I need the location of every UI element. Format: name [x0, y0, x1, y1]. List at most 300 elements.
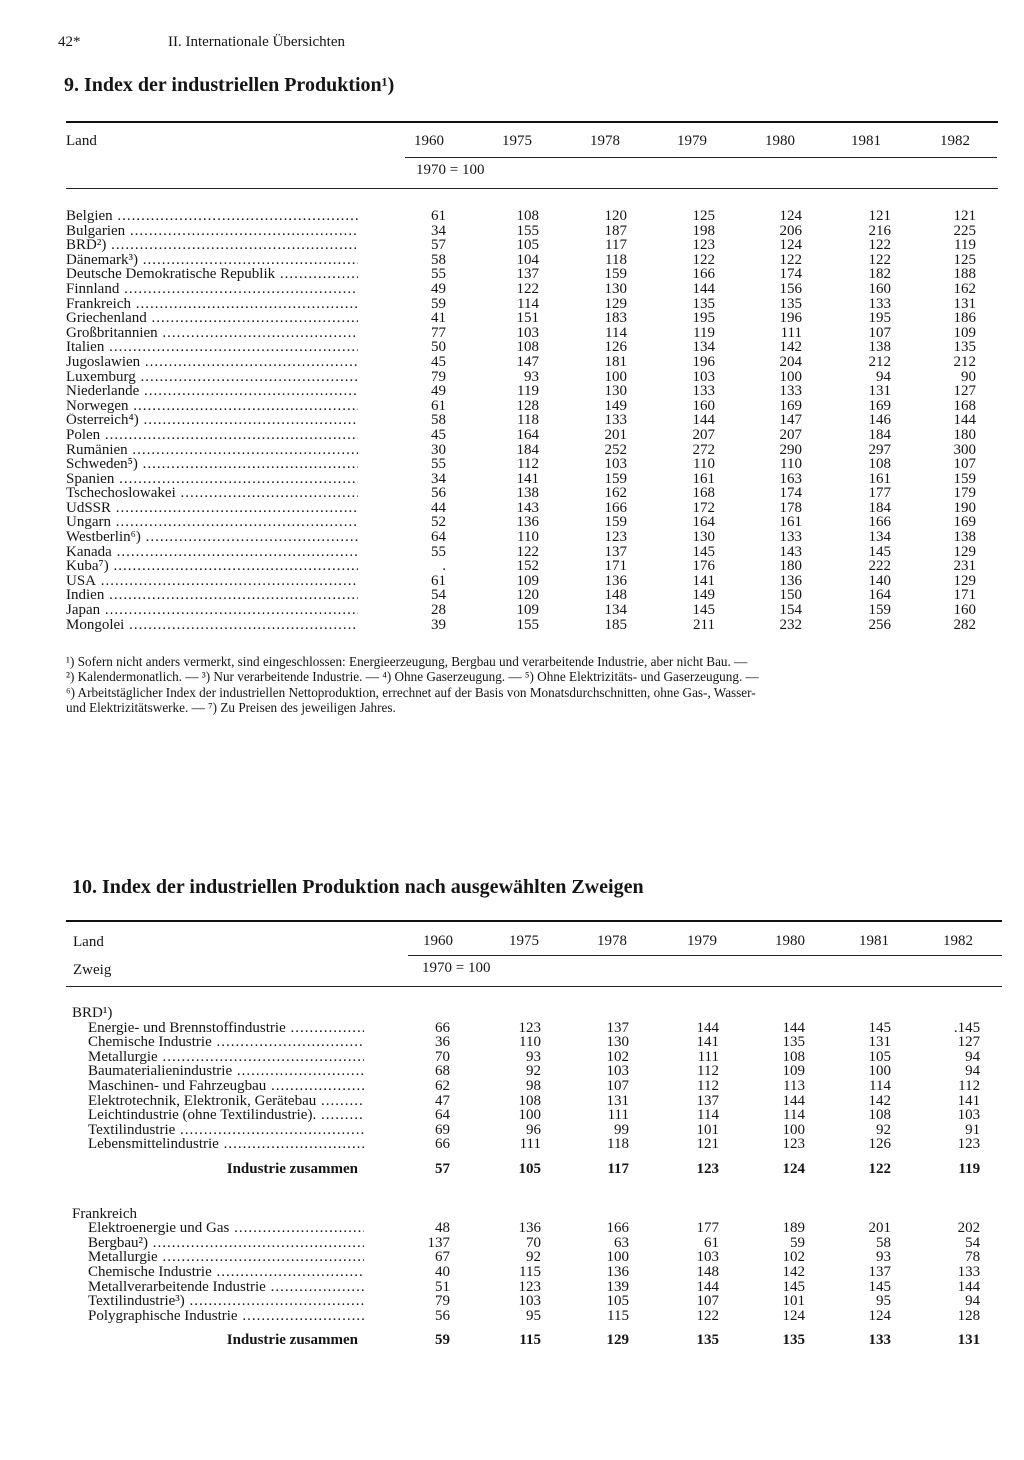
value-cell-1982: 282: [953, 617, 976, 633]
total-label: Industrie zusammen: [226, 1333, 358, 1348]
value-cell-1975: 103: [518, 1294, 541, 1309]
value-cell-1981: 201: [868, 1221, 891, 1236]
value-cell-1980: 180: [779, 559, 802, 574]
table-row: [66, 311, 976, 326]
value-cell-1980: 135: [779, 296, 802, 312]
value-cell-1978: 99: [614, 1122, 629, 1138]
year-header-1980: 1980: [765, 133, 795, 149]
value-cell-1978: 185: [604, 617, 627, 633]
branch-cell: [72, 1021, 364, 1036]
total-value-1980: 135: [782, 1333, 805, 1348]
value-cell-1979: 141: [692, 573, 715, 589]
country-label: Kanada .....: [66, 545, 358, 560]
value-cell-1980: 147: [779, 413, 802, 428]
value-cell-1978: 181: [604, 354, 627, 370]
table9-top-rule: [66, 121, 998, 123]
branch-cell: [72, 1250, 364, 1265]
value-cell-1981: 182: [868, 267, 891, 282]
value-cell-1981: 166: [868, 515, 891, 531]
value-cell-1981: 122: [868, 252, 891, 268]
spacer-cell: [72, 1177, 980, 1207]
value-cell-1975: 122: [516, 544, 539, 560]
value-cell-1981: 100: [868, 1064, 891, 1079]
value-cell-1980: 145: [782, 1279, 805, 1295]
country-label: Bulgarien .....: [66, 224, 358, 239]
table-row: [72, 1021, 980, 1036]
value-cell-1980: 133: [779, 384, 802, 399]
value-cell-1979: 168: [692, 486, 715, 501]
value-cell-1960: 67: [435, 1250, 450, 1265]
value-cell-1980: 174: [779, 267, 802, 282]
country-cell: [66, 618, 358, 633]
value-cell-1980: 204: [779, 354, 802, 370]
table10-header-rule: [66, 986, 1002, 987]
value-cell-1975: 92: [526, 1250, 541, 1265]
country-label: Jugoslawien .....: [66, 355, 358, 370]
value-cell-1982: 107: [953, 457, 976, 472]
value-cell-1980: 154: [779, 603, 802, 618]
value-cell-1981: 134: [868, 530, 891, 545]
total-row: [72, 1162, 980, 1177]
value-cell-1978: 100: [604, 369, 627, 385]
value-cell-1982: 129: [953, 544, 976, 560]
value-cell-1980: 161: [779, 515, 802, 531]
value-cell-1979: 125: [692, 209, 715, 224]
value-cell-1975: 122: [516, 281, 539, 297]
value-cell-1978: 107: [606, 1078, 629, 1094]
country-label: Dänemark³) .....: [66, 253, 358, 268]
value-cell-1979: 272: [692, 442, 715, 458]
value-cell-1975: 123: [518, 1279, 541, 1295]
value-cell-1978: 100: [606, 1250, 629, 1265]
group-name: Frankreich: [72, 1206, 137, 1222]
value-cell-1981: 105: [868, 1049, 891, 1065]
value-cell-1960: 70: [435, 1049, 450, 1065]
value-cell-1975: 114: [517, 296, 539, 312]
country-cell: [66, 355, 358, 370]
value-cell-1975: 155: [516, 617, 539, 633]
branch-cell: [72, 1265, 364, 1280]
value-cell-1979: 122: [692, 252, 715, 268]
value-cell-1960: 49: [431, 384, 446, 399]
table-row: [66, 588, 976, 603]
value-cell-1981: 94: [876, 369, 891, 385]
country-label: Österreich⁴) .....: [66, 413, 358, 428]
value-cell-1980: 144: [782, 1020, 805, 1036]
value-cell-1975: 108: [516, 209, 539, 224]
table-row: [66, 370, 976, 385]
value-cell-1975: 105: [516, 238, 539, 253]
value-cell-1960: 45: [431, 354, 446, 370]
value-cell-1981: 184: [868, 427, 891, 443]
country-cell: [66, 340, 358, 355]
section-title: II. Internationale Übersichten: [168, 34, 346, 50]
value-cell-1960: 64: [435, 1108, 450, 1123]
total-value-1975: 105: [518, 1161, 541, 1177]
value-cell-1980: 59: [790, 1235, 805, 1251]
value-cell-1978: 159: [604, 267, 627, 282]
value-cell-1981: 222: [868, 559, 891, 574]
footnote-line: und Elektrizitätswerke. — ⁷) Zu Preisen des jeweiligen Jahres.: [66, 700, 396, 716]
value-cell-1980: 113: [783, 1078, 805, 1094]
value-cell-1982: 144: [957, 1279, 981, 1295]
page-number: 42*: [58, 34, 81, 50]
value-cell-1960: 48: [435, 1221, 450, 1236]
value-cell-1960: 49: [431, 281, 446, 297]
value-cell-1979: 103: [696, 1250, 719, 1265]
branch-label: Metallurgie .....: [88, 1250, 364, 1265]
value-cell-1978: 130: [604, 281, 627, 297]
country-label: UdSSR .....: [66, 501, 358, 516]
value-cell-1980: 100: [782, 1122, 805, 1138]
value-cell-1982: 127: [953, 384, 976, 399]
branch-label: Chemische Industrie .....: [88, 1265, 364, 1280]
value-cell-1960: 34: [431, 223, 446, 239]
value-cell-1981: 184: [868, 500, 891, 516]
value-cell-1979: 144: [696, 1279, 719, 1295]
table-row: [72, 1221, 980, 1236]
value-cell-1960: 44: [431, 500, 446, 516]
value-cell-1960: .: [442, 559, 446, 574]
value-cell-1960: 51: [435, 1279, 450, 1295]
value-cell-1981: 137: [868, 1264, 891, 1280]
value-cell-1975: 128: [516, 398, 539, 414]
value-cell-1981: 58: [876, 1235, 891, 1251]
year-header-1975: 1975: [502, 133, 532, 149]
value-cell-1980: 108: [782, 1049, 805, 1065]
country-cell: [66, 457, 358, 472]
value-cell-1980: 169: [779, 398, 802, 414]
branch-label: Textilindustrie³) .....: [88, 1294, 364, 1309]
total-value-1975: 115: [519, 1333, 541, 1348]
value-cell-1979: 144: [692, 413, 715, 428]
value-cell-1979: 211: [693, 617, 715, 633]
value-cell-1980: 124: [779, 209, 802, 224]
year-header-1979: 1979: [687, 933, 717, 949]
value-cell-1982: 202: [957, 1221, 981, 1236]
value-cell-1980: 178: [779, 500, 802, 516]
value-cell-1978: 102: [606, 1049, 629, 1065]
value-cell-1975: 104: [516, 252, 539, 268]
value-cell-1960: 56: [431, 486, 446, 501]
value-cell-1980: 111: [780, 325, 802, 341]
value-cell-1981: 131: [868, 384, 891, 399]
value-cell-1980: 122: [779, 252, 802, 268]
value-cell-1960: 68: [435, 1064, 450, 1079]
table9-col-label: Land: [66, 133, 97, 149]
value-cell-1978: 252: [604, 442, 627, 458]
value-cell-1981: 142: [868, 1093, 891, 1109]
total-value-1980: 124: [782, 1161, 805, 1177]
country-cell: [66, 588, 358, 603]
table-row: [66, 603, 976, 618]
value-cell-1982: 54: [965, 1235, 981, 1251]
value-cell-1975: 95: [526, 1308, 541, 1324]
country-cell: [66, 238, 358, 253]
value-cell-1975: 96: [526, 1122, 541, 1138]
year-header-1960: 1960: [423, 933, 453, 949]
branch-cell: [72, 1108, 364, 1123]
table-row: [72, 1280, 980, 1295]
total-value-1960: 59: [435, 1333, 450, 1348]
value-cell-1960: 55: [431, 267, 446, 282]
value-cell-1979: 166: [692, 267, 715, 282]
value-cell-1979: 196: [692, 354, 715, 370]
value-cell-1960: 61: [431, 209, 446, 224]
year-header-1978: 1978: [597, 933, 627, 949]
value-cell-1979: 130: [692, 530, 715, 545]
value-cell-1980: 143: [779, 544, 802, 560]
country-cell: [66, 472, 358, 487]
value-cell-1982: 119: [954, 238, 976, 253]
value-cell-1980: 206: [779, 223, 802, 239]
country-cell: [66, 282, 358, 297]
table-row: [66, 209, 976, 224]
country-label: Niederlande .....: [66, 384, 358, 399]
value-cell-1981: 145: [868, 1020, 891, 1036]
table-row: [72, 1050, 980, 1065]
table-row: [66, 282, 976, 297]
branch-label: Elektroenergie und Gas .....: [88, 1221, 364, 1236]
group-header-row: [72, 1207, 980, 1222]
value-cell-1960: 69: [435, 1122, 450, 1138]
value-cell-1979: 121: [696, 1137, 719, 1152]
value-cell-1979: 145: [692, 603, 715, 618]
value-cell-1982: 188: [953, 267, 976, 282]
value-cell-1980: 101: [782, 1294, 805, 1309]
value-cell-1982: .145: [953, 1020, 981, 1036]
value-cell-1981: 146: [868, 413, 891, 428]
value-cell-1981: 138: [868, 340, 891, 355]
value-cell-1978: 118: [605, 252, 627, 268]
value-cell-1980: 174: [779, 486, 802, 501]
value-cell-1978: 115: [607, 1308, 629, 1324]
country-cell: [66, 370, 358, 385]
value-cell-1982: 94: [965, 1049, 981, 1065]
branch-label: Baumaterialienindustrie .....: [88, 1064, 364, 1079]
country-label: Großbritannien .....: [66, 326, 358, 341]
value-cell-1981: 95: [876, 1294, 891, 1309]
table-row: [72, 1294, 980, 1309]
value-cell-1979: 134: [692, 340, 715, 355]
value-cell-1981: 122: [868, 238, 891, 253]
value-cell-1978: 136: [604, 573, 627, 589]
value-cell-1981: 177: [868, 486, 891, 501]
value-cell-1982: 112: [958, 1078, 981, 1094]
value-cell-1982: 123: [957, 1137, 981, 1152]
table-row: [66, 238, 976, 253]
country-label: BRD²) .....: [66, 238, 358, 253]
country-cell: [66, 486, 358, 501]
branch-cell: [72, 1035, 364, 1050]
branch-label: Chemische Industrie .....: [88, 1035, 364, 1050]
value-cell-1982: 129: [953, 573, 976, 589]
value-cell-1975: 184: [516, 442, 539, 458]
year-header-1981: 1981: [851, 133, 881, 149]
value-cell-1979: 103: [692, 369, 715, 385]
table-row: [72, 1079, 980, 1094]
value-cell-1981: 145: [868, 544, 891, 560]
country-cell: [66, 515, 358, 530]
value-cell-1975: 112: [517, 457, 539, 472]
table9-mid-rule: [405, 157, 997, 158]
country-cell: [66, 443, 358, 458]
value-cell-1982: 159: [953, 471, 976, 487]
table-row: [66, 326, 976, 341]
year-header-1975: 1975: [509, 933, 539, 949]
value-cell-1982: 144: [953, 413, 976, 428]
country-label: Luxemburg .....: [66, 370, 358, 385]
value-cell-1979: 112: [697, 1064, 719, 1079]
country-label: Indien .....: [66, 588, 358, 603]
country-cell: [66, 311, 358, 326]
value-cell-1981: 160: [868, 281, 891, 297]
footnote-line: ²) Kalendermonatlich. — ³) Nur verarbeitende Industrie. — ⁴) Ohne Gaserzeugung. — ⁵) Ohne Elektrizitäts- und Gaserzeugung. —: [66, 669, 759, 685]
gap-cell: [72, 1323, 980, 1333]
value-cell-1980: 142: [779, 340, 802, 355]
country-cell: [66, 501, 358, 516]
value-cell-1980: 124: [779, 238, 802, 253]
value-cell-1981: 169: [868, 398, 891, 414]
value-cell-1981: 159: [868, 603, 891, 618]
country-label: USA .....: [66, 574, 358, 589]
value-cell-1981: 108: [868, 457, 891, 472]
value-cell-1979: 110: [693, 457, 715, 472]
value-cell-1960: 54: [431, 588, 446, 604]
value-cell-1982: 121: [953, 209, 976, 224]
country-label: Griechenland .....: [66, 311, 358, 326]
table-row: [66, 384, 976, 399]
value-cell-1979: 164: [692, 515, 715, 531]
value-cell-1960: 40: [435, 1264, 450, 1280]
table10-title: 10. Index der industriellen Produktion nach ausgewählten Zweigen: [72, 876, 644, 898]
value-cell-1982: 168: [953, 398, 976, 414]
value-cell-1978: 63: [614, 1235, 629, 1251]
table-row: [66, 457, 976, 472]
country-cell: [66, 574, 358, 589]
value-cell-1979: 135: [692, 296, 715, 312]
value-cell-1981: 297: [868, 442, 891, 458]
value-cell-1981: 161: [868, 471, 891, 487]
value-cell-1980: 123: [782, 1137, 805, 1152]
value-cell-1960: 47: [435, 1093, 450, 1109]
value-cell-1982: 131: [953, 296, 976, 312]
value-cell-1978: 136: [606, 1264, 629, 1280]
value-cell-1960: 30: [431, 442, 446, 458]
country-cell: [66, 530, 358, 545]
value-cell-1980: 114: [783, 1108, 805, 1123]
value-cell-1978: 126: [604, 340, 627, 355]
branch-cell: [72, 1123, 364, 1138]
value-cell-1960: 79: [431, 369, 446, 385]
value-cell-1980: 100: [779, 369, 802, 385]
value-cell-1975: 147: [516, 354, 539, 370]
value-cell-1978: 120: [604, 209, 627, 224]
value-cell-1960: 55: [431, 457, 446, 472]
value-cell-1975: 109: [516, 573, 539, 589]
value-cell-1978: 166: [604, 500, 627, 516]
value-cell-1979: 119: [693, 325, 715, 341]
total-value-1979: 135: [696, 1333, 719, 1348]
value-cell-1960: 66: [435, 1137, 450, 1152]
table10-base-label: 1970 = 100: [422, 960, 491, 976]
value-cell-1978: 123: [604, 530, 627, 545]
value-cell-1980: 150: [779, 588, 802, 604]
value-cell-1981: 212: [868, 354, 891, 370]
value-cell-1982: 169: [953, 515, 976, 531]
value-cell-1960: 66: [435, 1020, 450, 1036]
total-value-1981: 133: [868, 1333, 891, 1348]
branch-label: Bergbau²) .....: [88, 1236, 364, 1251]
value-cell-1979: 133: [692, 384, 715, 399]
value-cell-1975: 70: [526, 1235, 541, 1251]
value-cell-1978: 103: [604, 457, 627, 472]
branch-cell: [72, 1137, 364, 1152]
value-cell-1975: 137: [516, 267, 539, 282]
value-cell-1978: 131: [606, 1093, 629, 1109]
country-label: Norwegen .....: [66, 399, 358, 414]
total-value-1979: 123: [696, 1161, 719, 1177]
value-cell-1980: 110: [780, 457, 802, 472]
branch-cell: [72, 1236, 364, 1251]
value-cell-1978: 159: [604, 471, 627, 487]
value-cell-1960: 61: [431, 573, 446, 589]
branch-cell: [72, 1079, 364, 1094]
table-row: [66, 501, 976, 516]
value-cell-1981: 121: [868, 209, 891, 224]
value-cell-1975: 151: [516, 311, 539, 326]
branch-label: Elektrotechnik, Elektronik, Gerätebau .....: [88, 1094, 364, 1109]
value-cell-1979: 137: [696, 1093, 719, 1109]
table-row: [66, 559, 976, 574]
total-value-1978: 117: [607, 1161, 629, 1177]
country-label: Westberlin⁶) .....: [66, 530, 358, 545]
table-row: [66, 253, 976, 268]
branch-label: Leichtindustrie (ohne Textilindustrie). .....: [88, 1108, 364, 1123]
country-cell: [66, 399, 358, 414]
value-cell-1981: 126: [868, 1137, 891, 1152]
value-cell-1978: 130: [604, 384, 627, 399]
table-row: [72, 1123, 980, 1138]
table-row: [72, 1108, 980, 1123]
value-cell-1960: 34: [431, 471, 446, 487]
value-cell-1980: 290: [779, 442, 802, 458]
value-cell-1981: 216: [868, 223, 891, 239]
branch-label: Textilindustrie .....: [88, 1123, 364, 1138]
value-cell-1960: 45: [431, 427, 446, 443]
country-label: Mongolei .....: [66, 618, 358, 633]
country-label: Kuba⁷) .....: [66, 559, 358, 574]
group-name: BRD¹): [72, 1006, 113, 1021]
value-cell-1978: 103: [606, 1064, 629, 1079]
table10-top-rule: [66, 920, 1002, 922]
value-cell-1981: 164: [868, 588, 891, 604]
value-cell-1981: 133: [868, 296, 891, 312]
value-cell-1981: 256: [868, 617, 891, 633]
value-cell-1982: 300: [953, 442, 976, 458]
value-cell-1975: 115: [519, 1264, 541, 1280]
value-cell-1982: 90: [961, 369, 976, 385]
total-value-1982: 119: [958, 1161, 981, 1177]
value-cell-1982: 190: [953, 500, 976, 516]
country-cell: [66, 326, 358, 341]
value-cell-1982: 138: [953, 530, 976, 545]
value-cell-1982: 109: [953, 325, 976, 341]
value-cell-1979: 123: [692, 238, 715, 253]
page-header: [58, 34, 345, 51]
value-cell-1975: 119: [517, 384, 539, 399]
value-cell-1975: 136: [518, 1221, 541, 1236]
